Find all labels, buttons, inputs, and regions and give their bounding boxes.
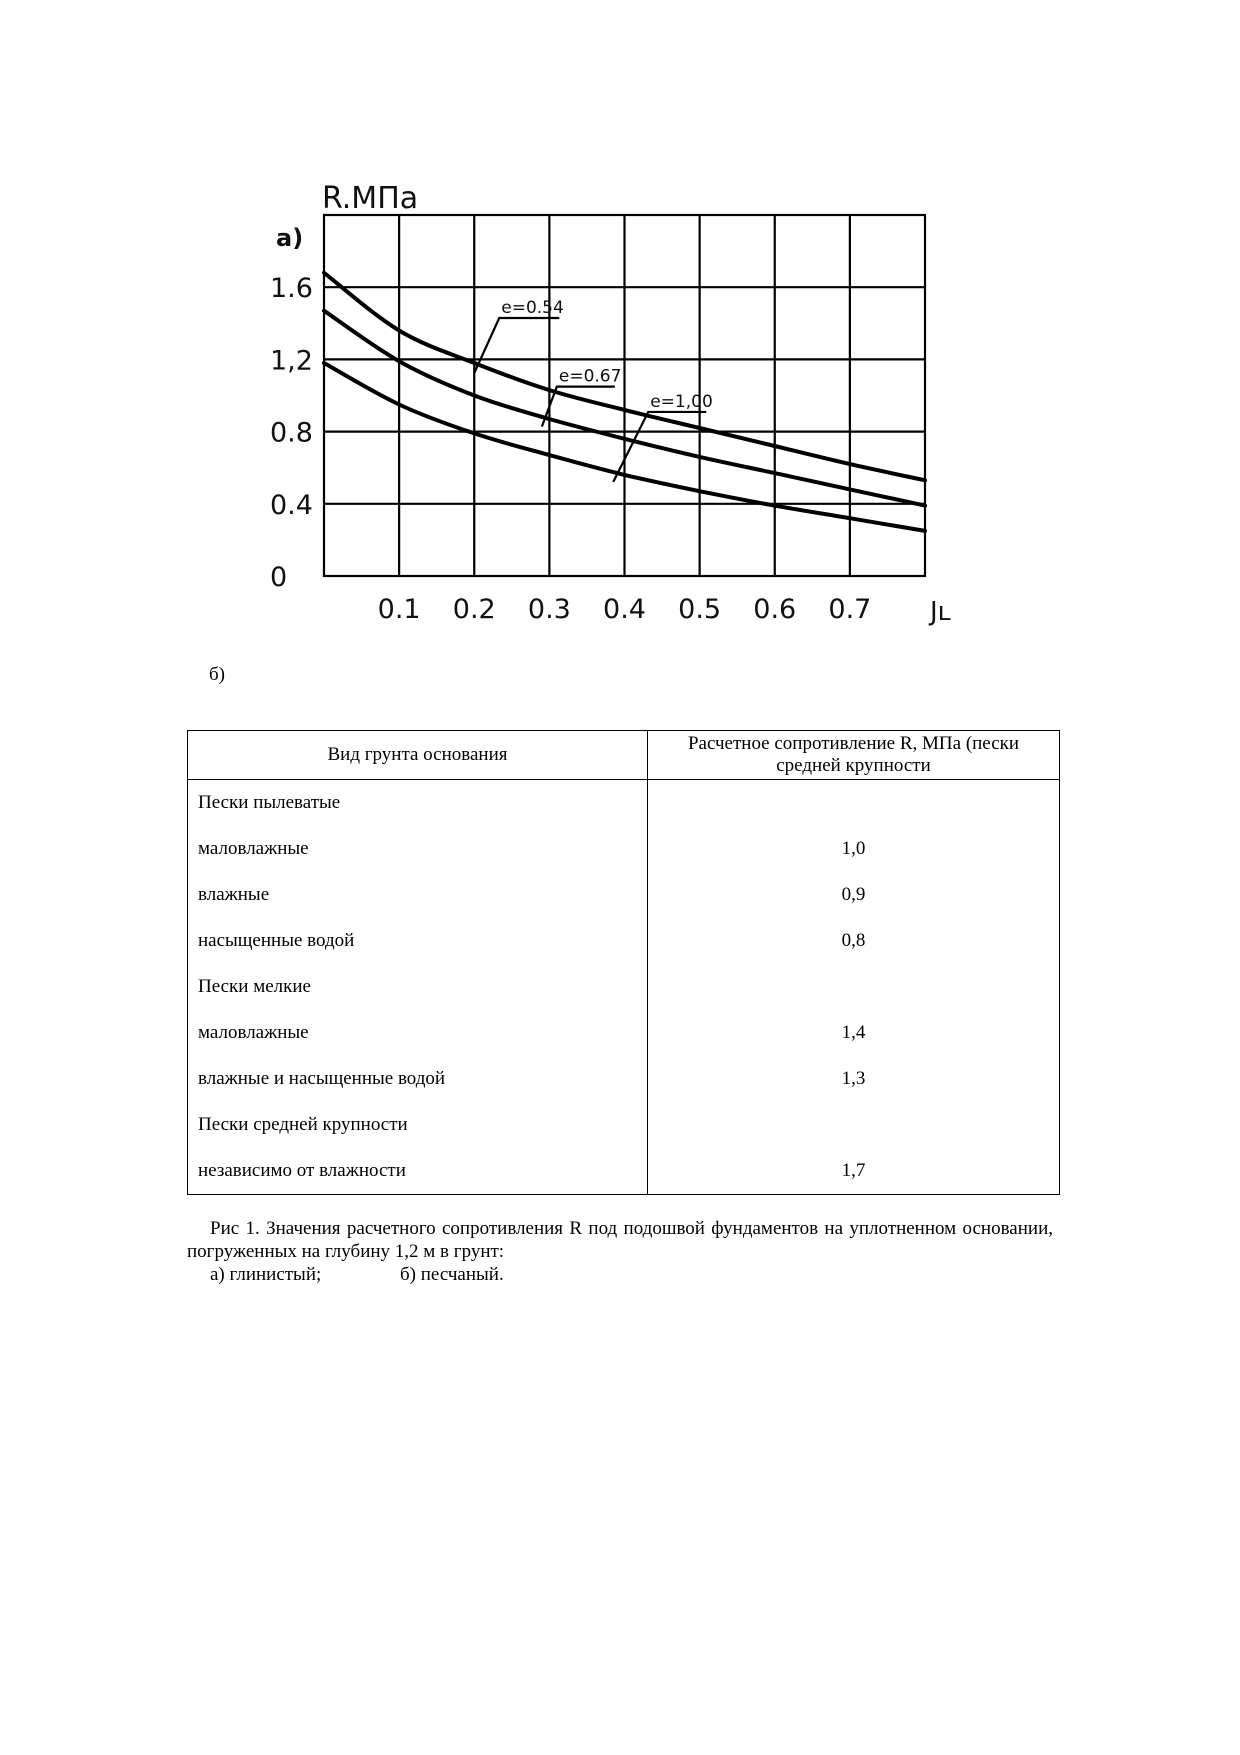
x-tick-label: 0.5 bbox=[678, 594, 722, 625]
chart-grid bbox=[324, 215, 925, 576]
table-row bbox=[188, 826, 1060, 872]
caption-sub-b: б) песчаный. bbox=[400, 1264, 504, 1285]
curve-leader-1 bbox=[474, 318, 559, 373]
curve-label: e=0.67 bbox=[558, 366, 622, 387]
resistance-cell: 1,0 bbox=[648, 826, 1060, 872]
x-tick-label: 0.4 bbox=[603, 594, 646, 625]
y-tick-label: 1.6 bbox=[270, 273, 313, 305]
x-tick-label: 0.6 bbox=[753, 594, 797, 625]
table-header-row bbox=[188, 731, 1060, 780]
x-tick-label: 0.2 bbox=[452, 594, 496, 625]
y-tick-label: 0.8 bbox=[270, 417, 313, 449]
soil-type-cell: Пески мелкие bbox=[188, 964, 648, 1010]
figure-b-label: б) bbox=[209, 664, 225, 685]
table-row bbox=[188, 1148, 1060, 1195]
resistance-cell: 0,9 bbox=[648, 872, 1060, 918]
y-tick-label: 0.4 bbox=[270, 489, 313, 521]
curve-label: e=0.54 bbox=[501, 298, 564, 319]
table-row bbox=[188, 918, 1060, 964]
soil-resistance-table bbox=[187, 730, 1060, 1195]
soil-type-cell: независимо от влажности bbox=[188, 1148, 648, 1195]
header-resistance: Расчетное сопротивление R, МПа (пески средней крупности bbox=[648, 731, 1060, 780]
table-row bbox=[188, 1056, 1060, 1102]
x-tick-label: 0.1 bbox=[377, 594, 421, 625]
soil-type-cell: маловлажные bbox=[188, 826, 648, 872]
curve-labels bbox=[501, 298, 713, 412]
soil-type-cell: маловлажные bbox=[188, 1010, 648, 1056]
table-row bbox=[188, 780, 1060, 827]
resistance-cell: 1,3 bbox=[648, 1056, 1060, 1102]
soil-type-cell: влажные и насыщенные водой bbox=[188, 1056, 648, 1102]
resistance-cell bbox=[648, 1102, 1060, 1148]
figure-caption bbox=[187, 1217, 1053, 1286]
table-row bbox=[188, 872, 1060, 918]
soil-type-cell: влажные bbox=[188, 872, 648, 918]
x-tick-label: 0.3 bbox=[527, 594, 571, 625]
x-tick-label: 0.7 bbox=[828, 594, 872, 625]
resistance-cell bbox=[648, 780, 1060, 827]
figure-a-chart bbox=[270, 170, 980, 640]
soil-type-cell: Пески средней крупности bbox=[188, 1102, 648, 1148]
table-row bbox=[188, 964, 1060, 1010]
y-tick-label: 1,2 bbox=[270, 345, 313, 377]
resistance-cell: 0,8 bbox=[648, 918, 1060, 964]
table-row bbox=[188, 1102, 1060, 1148]
soil-type-cell: Пески пылеватые bbox=[188, 780, 648, 827]
resistance-cell: 1,7 bbox=[648, 1148, 1060, 1195]
x-tick-labels bbox=[378, 594, 872, 625]
caption-main: Рис 1. Значения расчетного сопротивления R под подошвой фундаментов на уплотненном основании, погруженных на глубину 1,2 м в грунт: bbox=[187, 1218, 1053, 1262]
soil-type-cell: насыщенные водой bbox=[188, 918, 648, 964]
y-tick-label: 0 bbox=[270, 562, 288, 593]
header-soil-type: Вид грунта основания bbox=[188, 731, 648, 780]
caption-sub-a: а) глинистый; bbox=[210, 1264, 322, 1285]
y-tick-labels bbox=[270, 273, 313, 593]
curve-label: e=1,00 bbox=[650, 391, 713, 412]
resistance-cell bbox=[648, 964, 1060, 1010]
r-axis-label: R.МПа bbox=[322, 181, 419, 216]
panel-label-a: а) bbox=[276, 224, 304, 252]
x-axis-symbol: Jʟ bbox=[930, 597, 951, 627]
resistance-cell: 1,4 bbox=[648, 1010, 1060, 1056]
caption-subitems bbox=[187, 1263, 1053, 1286]
table-row bbox=[188, 1010, 1060, 1056]
